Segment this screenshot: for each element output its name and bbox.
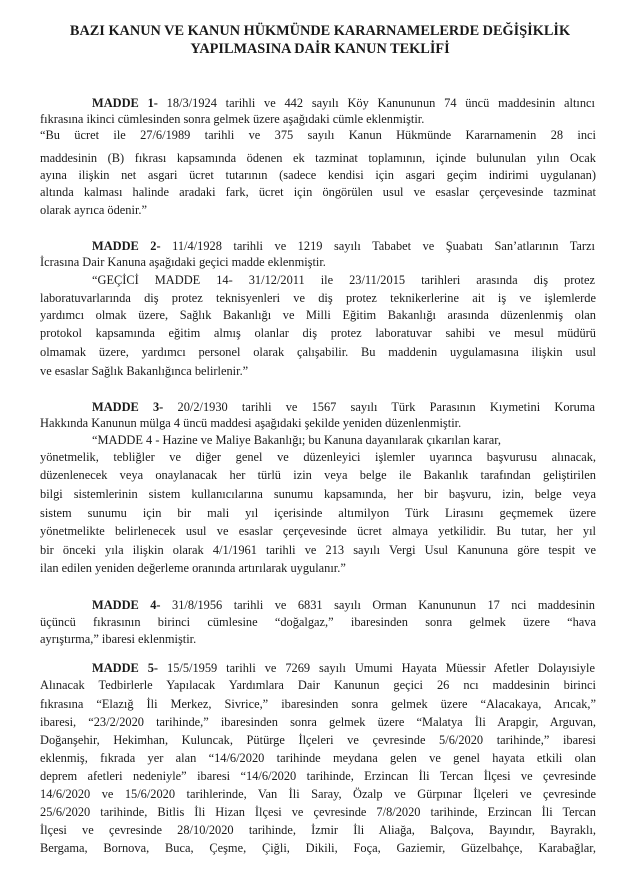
madde-2-line-2: İcrasına Dair Kanuna aşağıdaki geçici madde eklenmiştir. [40, 255, 326, 269]
madde-1-line-2: fıkrasına ikinci cümlesinden sonra gelmek üzere aşağıdaki cümle eklenmiştir. [40, 112, 425, 126]
madde-2-line-6: protokol kapsamında eğitim almış olanlar diş protez laboratuvar sahibi ve mesul müdürü [40, 326, 596, 340]
madde-2-line-8: ve esaslar Sağlık Bakanlığınca belirlenir.” [40, 364, 249, 378]
madde-5-line-8: 14/6/2020 ve 15/6/2020 tarihlerinde, Van İli Saray, Özalp ve Gürpınar İlçeleri ve çevresinde [40, 787, 596, 801]
madde-1-line-7: olarak ayrıca ödenir.” [40, 203, 147, 217]
madde-3-line-6: bilgi sistemlerinin sistem kullanıcılarına sunumu kapsamında, her bir başvuru, izin, belge veya [40, 487, 596, 501]
madde-1-line-4: maddesinin (B) fıkrası kapsamında ödenen ek tazminat toplamının, içinde bulunulan yılın Ocak [40, 151, 596, 165]
madde-3-line-5: düzenlenecek veya onaylanacak her türlü izin veya belge ile Bakanlık tarafından geliştirilen [40, 468, 596, 482]
madde-2-line-4: laboratuvarlarında diş protez teknisyenleri ve diş protez teknikerlerine ait iş ve işlemlerde [40, 291, 596, 305]
madde-2-heading: MADDE 2- [92, 239, 161, 253]
madde-3-line-3: “MADDE 4 - Hazine ve Maliye Bakanlığı; bu Kanuna dayanılarak çıkarılan karar, [92, 433, 501, 447]
madde-1-line-1: MADDE 1- 18/3/1924 tarihli ve 442 sayılı Köy Kanununun 74 üncü maddesinin altıncı [92, 96, 595, 110]
madde-3-line-8: yönetmelikte belirlenecek usul ve esaslar çerçevesinde ücret almaya yetkilidir. Bu tutar, her yıl [40, 524, 596, 538]
madde-5-line-5: Doğanşehir, Hekimhan, Kuluncak, Pütürge İlçeleri ve çevresinde 5/6/2020 tarihinde,” ibaresi [40, 733, 596, 747]
madde-3-line-10: ilan edilen yeniden değerleme oranında artırılarak uygulanır.” [40, 561, 346, 575]
madde-3-line-9: bir önceki yıla ilişkin olarak 4/1/1961 tarihli ve 213 sayılı Vergi Usul Kanununa göre tespit ve [40, 543, 596, 557]
madde-5-line-6: eklenmiş, fıkrada yer alan “14/6/2020 tarihinde meydana gelen ve genel hayata etkili olan [40, 751, 596, 765]
madde-3-line-4: yönetmelik, tebliğler ve diğer genel ve düzenleyici işlemler uyarınca başvurusu alınacak, [40, 450, 596, 464]
madde-2-line-5: yardımcı olmak üzere, Sağlık Bakanlığı ve Milli Eğitim Bakanlığı arasında düzenlenmiş olan [40, 308, 596, 322]
madde-4-line-2: üçüncü fıkrasının birinci cümlesine “doğalgaz,” ibaresinden sonra gelmek üzere “hava [40, 615, 596, 629]
madde-5-line-7: deprem afetleri nedeniyle” ibaresi “14/6/2020 tarihinde, Erzincan İli Tercan İlçesi ve çevresinde [40, 769, 596, 783]
madde-1-heading: MADDE 1- [92, 96, 158, 110]
madde-5-line-2: Alınacak Tedbirlerle Yapılacak Yardımlara Dair Kanunun geçici 26 ncı maddesinin birinci [40, 678, 596, 692]
madde-4-heading: MADDE 4- [92, 598, 161, 612]
madde-4-line-1: MADDE 4- 31/8/1956 tarihli ve 6831 sayılı Orman Kanununun 17 nci maddesinin [92, 598, 595, 612]
madde-5-line-4: ibaresi, “23/2/2020 tarihinde,” ibaresinden sonra gelmek üzere “Malatya İli Arapgir, Arguvan, [40, 715, 596, 729]
madde-2-line-3: “GEÇİCİ MADDE 14- 31/12/2011 ile 23/11/2015 tarihleri arasında diş protez [92, 273, 595, 287]
madde-3-line-1: MADDE 3- 20/2/1930 tarihli ve 1567 sayılı Türk Parasının Kıymetini Koruma [92, 400, 595, 414]
madde-2-line-7: olmamak üzere, yardımcı personel olarak çalışabilir. Bu maddenin uygulamasına ilişkin usul [40, 345, 596, 359]
document-title-line-1: BAZI KANUN VE KANUN HÜKMÜNDE KARARNAMELERDE DEĞİŞİKLİK [69, 23, 571, 39]
madde-1-line-5: ayına ilişkin net asgari ücret tutarının (sadece kendisi için asgari geçim indirimi uygulanan) [40, 168, 596, 182]
madde-5-heading: MADDE 5- [92, 661, 159, 675]
madde-5-line-11: Bergama, Bornova, Buca, Çeşme, Çiğli, Dikili, Foça, Gaziemir, Güzelbahçe, Karabağlar, [40, 841, 596, 855]
document-title-line-2: YAPILMASINA DAİR KANUN TEKLİFİ [190, 41, 450, 57]
madde-5-line-9: 25/6/2020 tarihinde, Bitlis İli Hizan İlçesi ve çevresinde 7/8/2020 tarihinde, Erzincan İli Tercan [40, 805, 596, 819]
madde-3-line-2: Hakkında Kanunun mülga 4 üncü maddesi aşağıdaki şekilde yeniden düzenlenmiştir. [40, 416, 462, 430]
madde-1-line-6: altında kalması halinde aradaki fark, ücret için öngörülen usul ve esaslar çerçevesinde tazminat [40, 185, 596, 199]
madde-3-line-7: sistem sunumu için bir mali yıl içerisinde altımilyon Türk Lirasını geçmemek üzere [40, 506, 596, 520]
madde-5-line-1: MADDE 5- 15/5/1959 tarihli ve 7269 sayılı Umumi Hayata Müessir Afetler Dolayısiyle [92, 661, 595, 675]
madde-5-line-3: fıkrasına “Elazığ İli Merkez, Sivrice,” ibaresinden sonra gelmek üzere “Alacakaya, Arıcak,” [40, 697, 596, 711]
madde-2-line-1: MADDE 2- 11/4/1928 tarihli ve 1219 sayılı Tababet ve Şuabatı San’atlarının Tarzı [92, 239, 595, 253]
madde-1-line-3: “Bu ücret ile 27/6/1989 tarihli ve 375 sayılı Kanun Hükmünde Kararnamenin 28 inci [40, 128, 596, 142]
madde-3-heading: MADDE 3- [92, 400, 164, 414]
madde-5-line-10: İlçesi ve çevresinde 28/10/2020 tarihinde, İzmir İli Aliağa, Balçova, Bayındır, Bayraklı, [40, 823, 596, 837]
madde-4-line-3: ayrıştırma,” ibaresi eklenmiştir. [40, 632, 197, 646]
